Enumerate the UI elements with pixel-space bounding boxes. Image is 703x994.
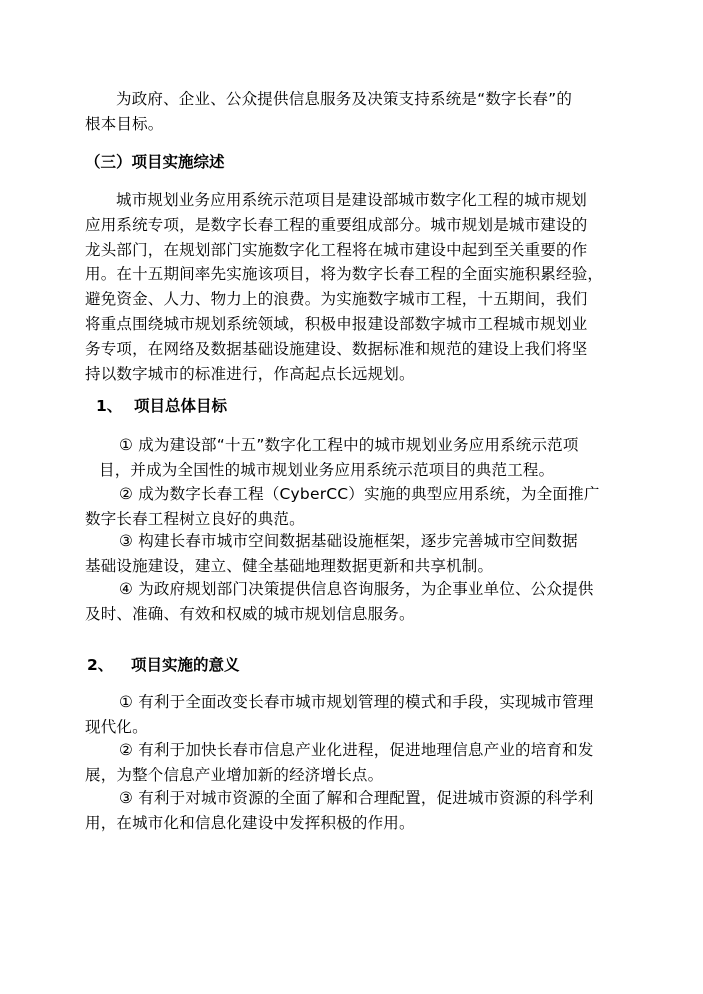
intro-line: 为政府、企业、公众提供信息服务及决策支持系统是“数字长春”的 — [116, 90, 573, 108]
subheading-goals — [96, 394, 227, 418]
significance-line: 展，为整个信息产业增加新的经济增长点。 — [85, 765, 384, 784]
goal-line: ② 成为数字长春工程（CyberCC）实施的典型应用系统，为全面推广 — [119, 485, 600, 503]
goal-item — [85, 433, 630, 483]
goal-line: 数字长春工程树立良好的典范。 — [85, 509, 305, 528]
paragraph-line: 避免资金、人力、物力上的浪费。为实施数字城市工程，十五期间，我们 — [85, 290, 588, 309]
significance-line: ② 有利于加快长春市信息产业化进程，促进地理信息产业的培育和发 — [119, 741, 594, 759]
paragraph-line: 将重点围绕城市规划系统领域，积极申报建设部数字城市工程城市规划业 — [85, 314, 588, 333]
goal-line: ③ 构建长春市城市空间数据基础设施框架，逐步完善城市空间数据 — [119, 532, 578, 550]
goal-line: 及时、准确、有效和权威的城市规划信息服务。 — [85, 604, 415, 623]
subheading-title: 项目总体目标 — [134, 397, 228, 415]
significance-line: 现代化。 — [85, 717, 148, 736]
goal-line: ④ 为政府规划部门决策提供信息咨询服务，为企事业单位、公众提供 — [119, 580, 594, 598]
significance-line: 用，在城市化和信息化建设中发挥积极的作用。 — [85, 813, 415, 832]
goal-line: 目，并成为全国性的城市规划业务应用系统示范项目的典范工程。 — [99, 460, 555, 479]
paragraph-line: 务专项，在网络及数据基础设施建设、数据标准和规范的建设上我们将坚 — [85, 339, 588, 358]
section-heading: （三）项目实施综述 — [85, 153, 225, 171]
significance-line: ① 有利于全面改变长春市城市规划管理的模式和手段，实现城市管理 — [119, 693, 594, 711]
significance-item — [85, 786, 630, 836]
intro-paragraph — [85, 87, 630, 137]
significance-item — [85, 738, 630, 788]
intro-line: 根本目标。 — [85, 114, 164, 133]
goal-line: 基础设施建设，建立、健全基础地理数据更新和共享机制。 — [85, 556, 494, 575]
subheading-significance — [87, 653, 240, 677]
subheading-number: 1、 — [96, 397, 123, 415]
paragraph-line: 城市规划业务应用系统示范项目是建设部城市数字化工程的城市规划 — [116, 191, 588, 209]
paragraph-line: 持以数字城市的标准进行，作高起点长远规划。 — [85, 364, 415, 383]
paragraph-line: 龙头部门，在规划部门实施数字化工程将在城市建设中起到至关重要的作 — [85, 240, 588, 259]
goal-line: ① 成为建设部“十五”数字化工程中的城市规划业务应用系统示范项 — [119, 436, 579, 454]
goal-item — [85, 577, 630, 627]
significance-line: ③ 有利于对城市资源的全面了解和合理配置，促进城市资源的科学利 — [119, 789, 594, 807]
paragraph-line: 用。在十五期间率先实施该项目，将为数字长春工程的全面实施积累经验， — [85, 265, 604, 284]
significance-item — [85, 690, 630, 740]
section-paragraph — [85, 188, 630, 386]
paragraph-line: 应用系统专项，是数字长春工程的重要组成部分。城市规划是城市建设的 — [85, 215, 588, 234]
goal-item — [85, 529, 630, 579]
goal-item — [85, 482, 630, 532]
subheading-title: 项目实施的意义 — [131, 656, 240, 674]
subheading-number: 2、 — [87, 656, 114, 674]
